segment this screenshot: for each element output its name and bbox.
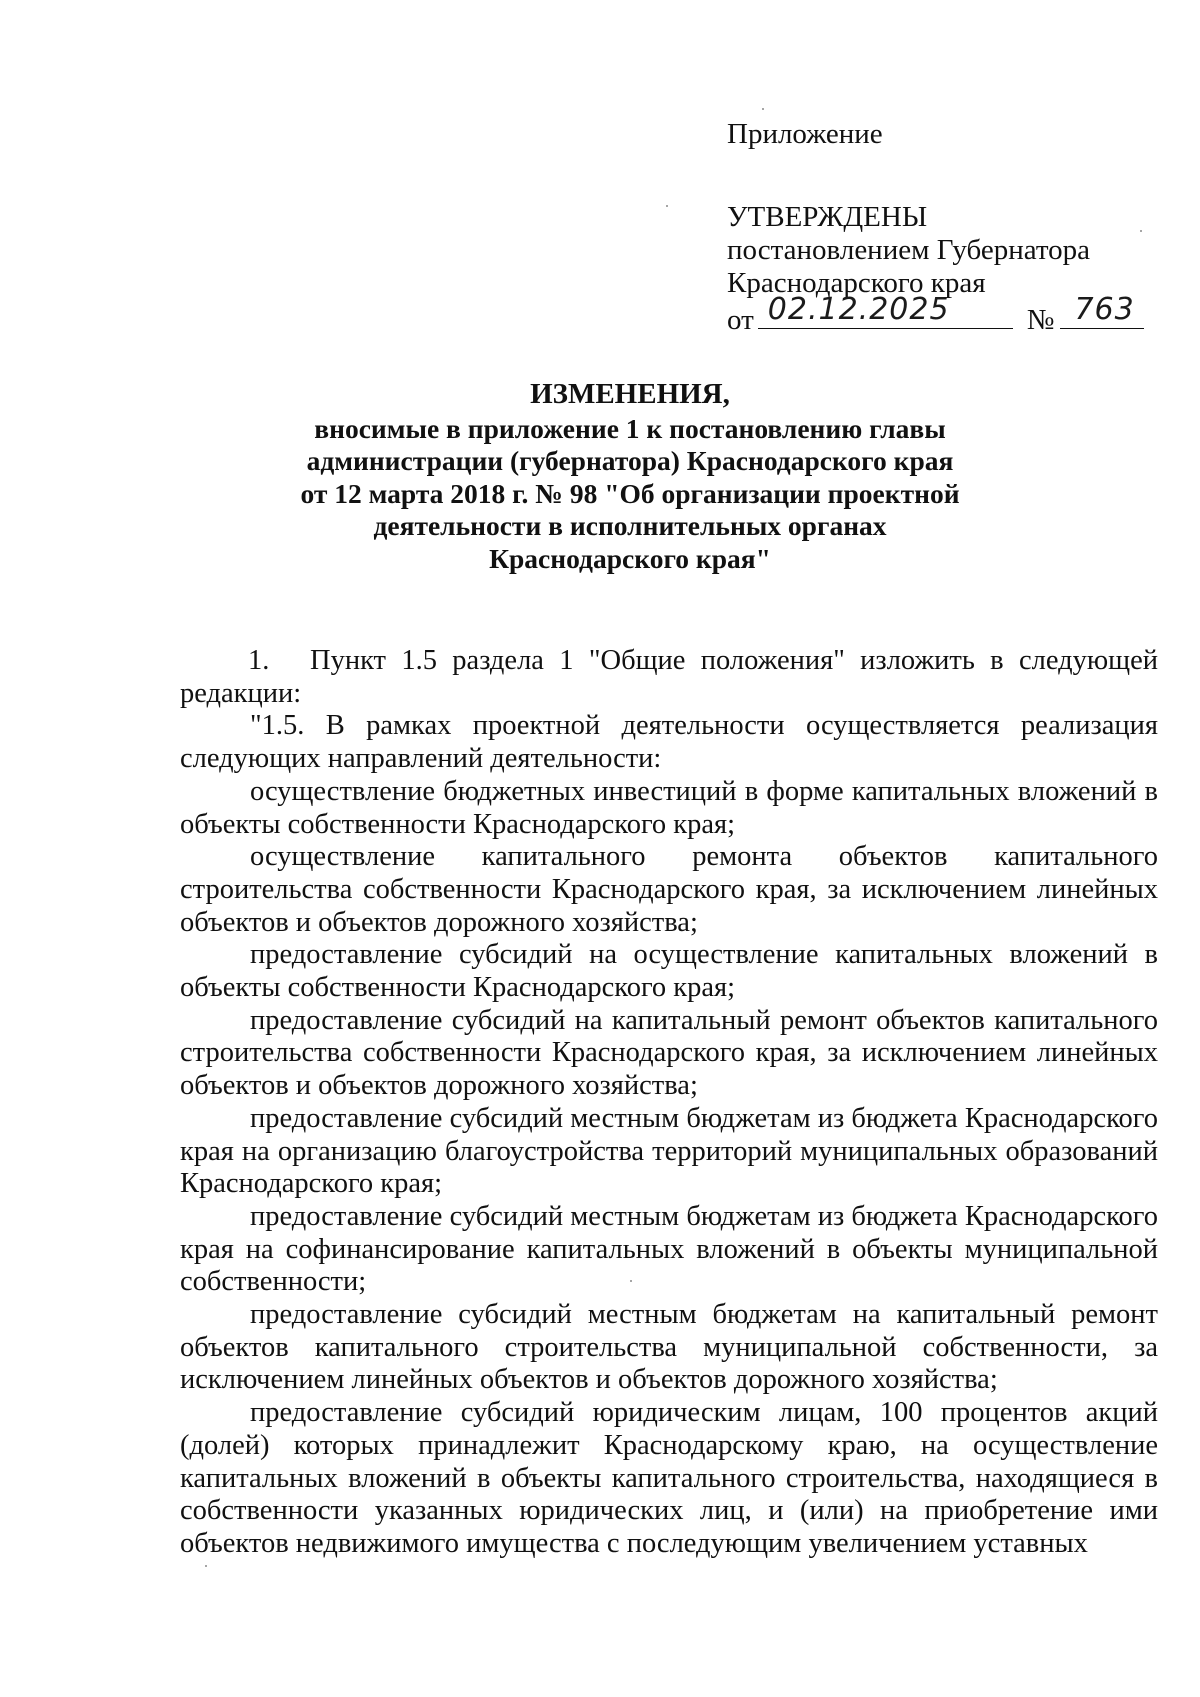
direction-item: предоставление субсидий местным бюджетам из бюджета Краснодарского края на софинансирование капитальных вложений в объекты муниципальной собственности;	[180, 1200, 1158, 1298]
title-line-5: Краснодарского края"	[489, 542, 771, 574]
approved-by-line2: Краснодарского края	[727, 267, 986, 299]
scan-speck	[762, 108, 764, 110]
direction-item: предоставление субсидий на капитальный ремонт объектов капитального строительства собственности Краснодарского края, за исключением линейных объектов и объектов дорожного хозяйства;	[180, 1004, 1158, 1102]
appendix-label: Приложение	[727, 118, 883, 150]
title-line-1: вносимые в приложение 1 к постановлению главы	[314, 412, 946, 444]
handwritten-date: 02.12.2025	[767, 292, 950, 327]
document-title	[240, 378, 1020, 575]
approved-by-line1: постановлением Губернатора	[727, 234, 1091, 266]
direction-item: предоставление субсидий местным бюджетам из бюджета Краснодарского края на организацию благоустройства территорий муниципальных образований Краснодарского края;	[180, 1102, 1158, 1200]
approval-block	[727, 118, 1157, 337]
scan-speck	[205, 1565, 207, 1567]
direction-item: предоставление субсидий местным бюджетам на капитальный ремонт объектов капитального строительства муниципальной собственности, за исключением линейных объектов и объектов дорожного хозяйства;	[180, 1299, 1158, 1396]
quote-intro-paragraph: "1.5. В рамках проектной деятельности осуществляется реализация следующих направлений деятельности:	[180, 710, 1158, 775]
direction-item: осуществление капитального ремонта объектов капитального строительства собственности Краснодарского края, за исключением линейных объектов и объектов дорожного хозяйства;	[180, 841, 1158, 938]
title-line-3: от 12 марта 2018 г. № 98 "Об организации проектной	[300, 477, 960, 509]
item-1-text: Пункт 1.5 раздела 1 "Общие положения" изложить в следующей редакции:	[180, 645, 1158, 709]
number-field	[1060, 292, 1144, 329]
date-number-line	[727, 292, 1157, 337]
direction-item: осуществление бюджетных инвестиций в форме капитальных вложений в объекты собственности Краснодарского края;	[180, 775, 1158, 840]
handwritten-number: 763	[1074, 292, 1135, 327]
scan-speck	[1140, 230, 1142, 232]
date-field	[758, 292, 1013, 329]
number-sign: №	[1026, 304, 1055, 336]
direction-item: предоставление субсидий на осуществление капитальных вложений в объекты собственности Краснодарского края;	[180, 939, 1158, 1004]
scan-speck	[630, 1280, 632, 1282]
document-body	[180, 645, 1158, 1561]
title-heading: ИЗМЕНЕНИЯ,	[530, 378, 730, 410]
item-1-paragraph	[180, 645, 1158, 710]
title-line-2: администрации (губернатора) Краснодарского края	[306, 445, 954, 476]
approved-label: УТВЕРЖДЕНЫ	[727, 201, 928, 233]
date-prefix: от	[727, 304, 754, 336]
title-line-4: деятельности в исполнительных органах	[373, 510, 887, 541]
direction-item: предоставление субсидий юридическим лицам, 100 процентов акций (долей) которых принадлежит Краснодарскому краю, на осуществление капитальных вложений в объекты капитального строительства, находящиеся в собственности указанных юридических лиц, и (или) на приобретение ими объектов недвижимого имущества с последующим увеличением уставных	[180, 1397, 1158, 1559]
item-1-number: 1.	[248, 645, 270, 676]
scan-speck	[666, 205, 668, 207]
